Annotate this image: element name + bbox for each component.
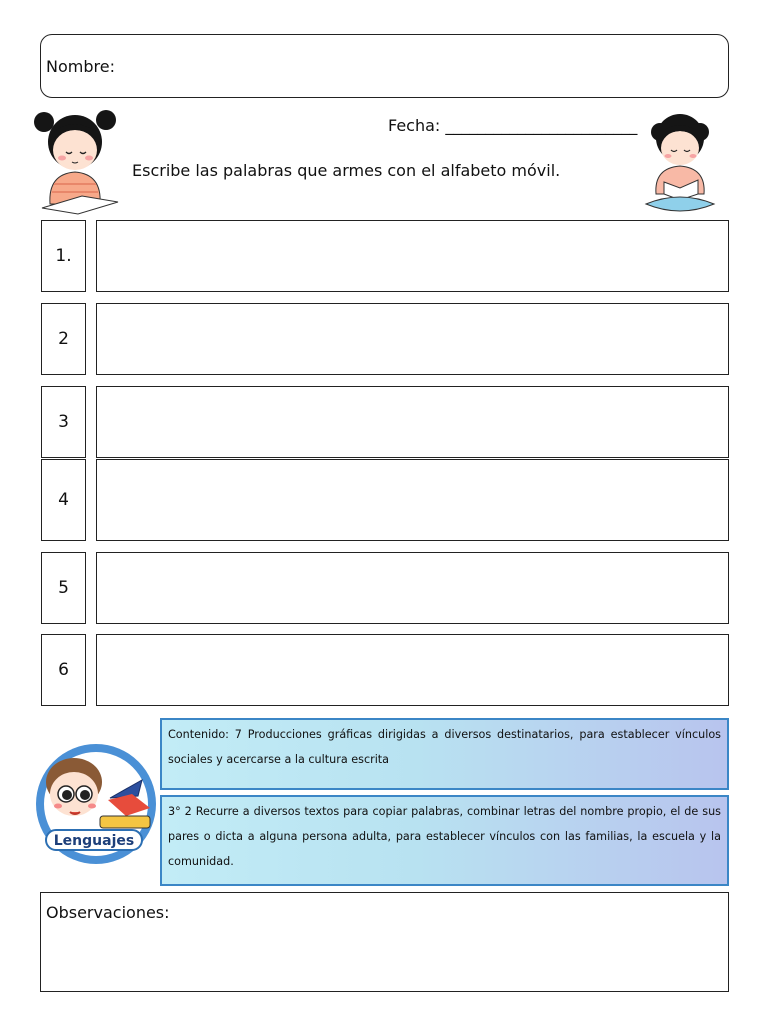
contenido-text: Contenido: 7 Producciones gráficas dirigidas a diversos destinatarios, para establecer vínculos sociales y acercarse a la cultura escrita bbox=[168, 728, 721, 766]
word-answer-field-3[interactable] bbox=[96, 386, 729, 458]
lenguajes-badge-logo bbox=[30, 738, 160, 868]
observations-label: Observaciones: bbox=[46, 903, 170, 922]
girl-reading-right-illustration bbox=[640, 112, 718, 220]
instruction-text: Escribe las palabras que armes con el alfabeto móvil. bbox=[132, 161, 561, 180]
pda-box bbox=[160, 795, 729, 886]
word-answer-field-2[interactable] bbox=[96, 303, 729, 375]
row-number-1: 1. bbox=[41, 220, 86, 292]
lenguajes-label: Lenguajes bbox=[53, 833, 135, 849]
word-answer-field-1[interactable] bbox=[96, 220, 729, 292]
date-field[interactable]: Fecha: ________________________ bbox=[388, 116, 638, 135]
row-number-6: 6 bbox=[41, 634, 86, 706]
row-number-3: 3 bbox=[41, 386, 86, 458]
row-number-4: 4 bbox=[41, 459, 86, 541]
word-answer-field-4[interactable] bbox=[96, 459, 729, 541]
row-number-2: 2 bbox=[41, 303, 86, 375]
contenido-box bbox=[160, 718, 729, 790]
name-field[interactable] bbox=[40, 34, 729, 98]
girl-writing-left-illustration bbox=[32, 104, 122, 216]
word-answer-field-5[interactable] bbox=[96, 552, 729, 624]
pda-text: 3° 2 Recurre a diversos textos para copiar palabras, combinar letras del nombre propio, el de sus pares o dicta a alguna persona adulta, para establecer vínculos con las familias, la escuela y la comunidad. bbox=[168, 805, 721, 868]
row-number-5: 5 bbox=[41, 552, 86, 624]
name-label: Nombre: bbox=[46, 57, 115, 76]
observations-field[interactable] bbox=[40, 892, 729, 992]
word-answer-field-6[interactable] bbox=[96, 634, 729, 706]
